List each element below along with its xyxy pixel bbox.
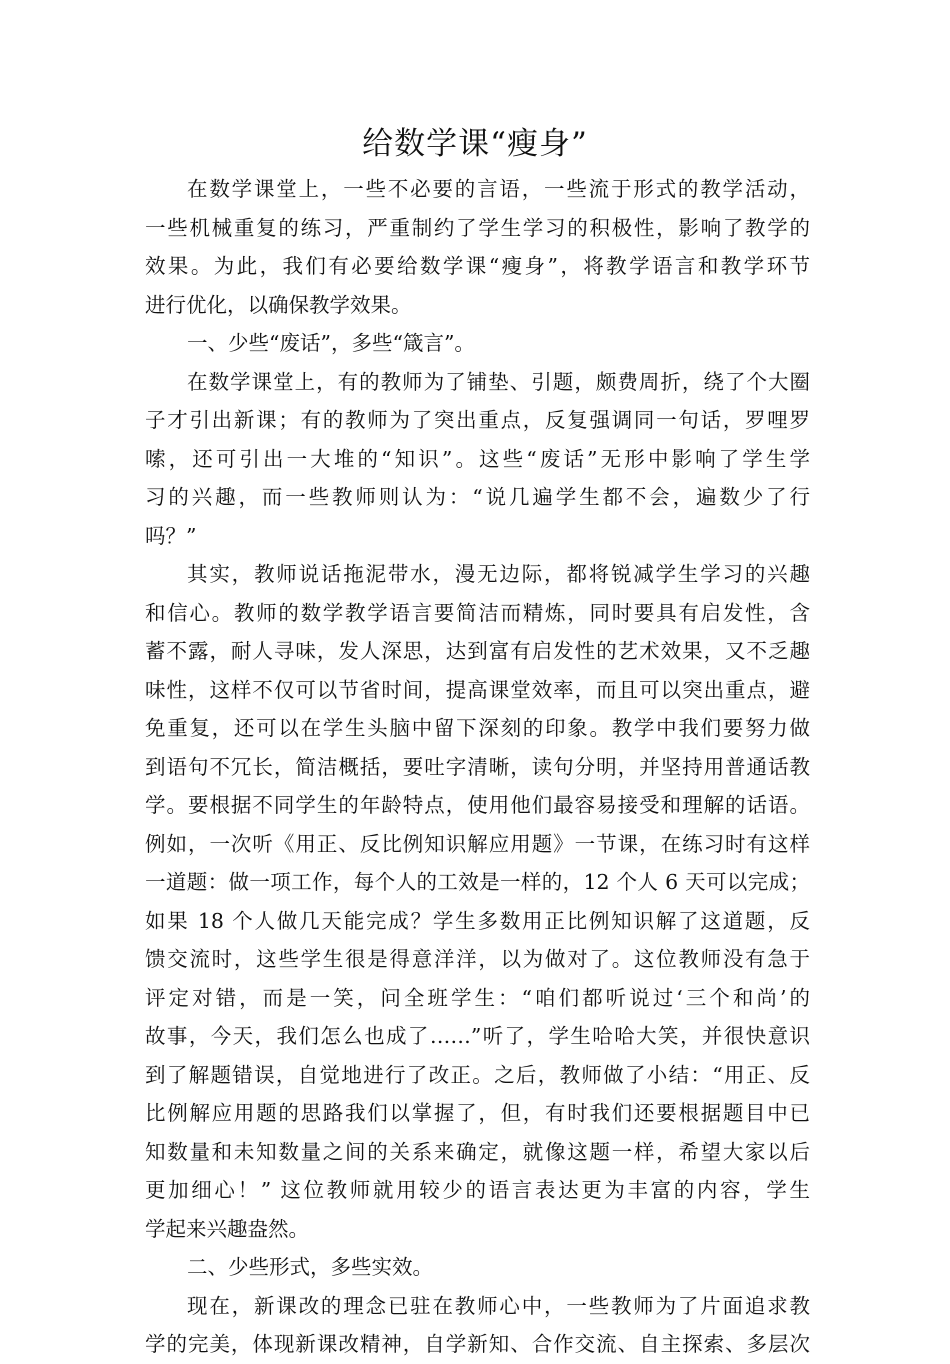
text-line: 比例解应用题的思路我们以掌握了，但，有时我们还要根据题目中已 [145, 1101, 810, 1125]
text-line: 学起来兴趣盎然。 [145, 1216, 309, 1241]
text-line: 免重复，还可以在学生头脑中留下深刻的印象。教学中我们要努力做 [145, 716, 810, 740]
text-line: 一些机械重复的练习，严重制约了学生学习的积极性，影响了教学的 [145, 215, 810, 240]
text-line: 和信心。教师的数学教学语言要简洁而精炼，同时要具有启发性，含 [145, 600, 810, 625]
text-line: 子才引出新课；有的教师为了突出重点，反复强调同一句话，罗哩罗 [145, 408, 810, 432]
text-line: 现在，新课改的理念已驻在教师心中，一些教师为了片面追求教 [187, 1293, 810, 1318]
text-line: 更加细心！” 这位教师就用较少的语言表达更为丰富的内容，学生 [145, 1178, 810, 1202]
text-line: 到语句不冗长，简洁概括，要吐字清晰，读句分明，并坚持用普通话教 [145, 754, 810, 779]
text-line: 一、少些“废话”，多些“箴言”。 [187, 331, 475, 355]
text-line: 二、少些形式，多些实效。 [187, 1255, 433, 1279]
text-line: 习的兴趣，而一些教师则认为：“说几遍学生都不会，遍数少了行 [145, 485, 810, 509]
text-line: 学的完美，体现新课改精神，自学新知、合作交流、自主探索、多层次 [145, 1332, 810, 1356]
text-line: 学。要根据不同学生的年龄特点，使用他们最容易接受和理解的话语。 [145, 793, 810, 817]
text-line: 例如，一次听《用正、反比例知识解应用题》一节课，在练习时有这样 [145, 831, 810, 856]
text-line: 馈交流时，这些学生很是得意洋洋，以为做对了。这位教师没有急于 [145, 947, 810, 971]
text-line: 到了解题错误，自觉地进行了改正。之后，教师做了小结：“用正、反 [145, 1062, 810, 1087]
text-line: 效果。为此，我们有必要给数学课“瘦身”，将教学语言和教学环节 [145, 254, 810, 278]
text-line: 在数学课堂上，有的教师为了铺垫、引题，颇费周折，绕了个大圈 [187, 369, 810, 394]
text-line: 知数量和未知数量之间的关系来确定，就像这题一样，希望大家以后 [145, 1139, 810, 1164]
text-line: 评定对错，而是一笑，问全班学生：“咱们都听说过‘三个和尚’的 [145, 985, 810, 1010]
text-line: 蓄不露，耐人寻味，发人深思，达到富有启发性的艺术效果，又不乏趣 [145, 639, 810, 663]
text-line: 如果 18 个人做几天能完成？学生多数用正比例知识解了这道题，反 [145, 908, 810, 933]
text-line: 在数学课堂上，一些不必要的言语，一些流于形式的教学活动， [187, 177, 810, 201]
text-line: 吗？” [145, 523, 197, 548]
page-title: 给数学课“瘦身” [362, 126, 588, 162]
text-line: 一道题：做一项工作，每个人的工效是一样的，12 个人 6 天可以完成； [145, 870, 810, 894]
text-line: 进行优化，以确保教学效果。 [145, 292, 412, 317]
text-line: 嗦，还可引出一大堆的“知识”。这些“废话”无形中影响了学生学 [145, 446, 810, 471]
text-line: 味性，这样不仅可以节省时间，提高课堂效率，而且可以突出重点，避 [145, 677, 810, 702]
text-line: 故事，今天，我们怎么也成了……”听了，学生哈哈大笑，并很快意识 [145, 1024, 810, 1048]
text-line: 其实，教师说话拖泥带水，漫无边际，都将锐减学生学习的兴趣 [187, 562, 810, 586]
document-body [145, 170, 810, 1364]
